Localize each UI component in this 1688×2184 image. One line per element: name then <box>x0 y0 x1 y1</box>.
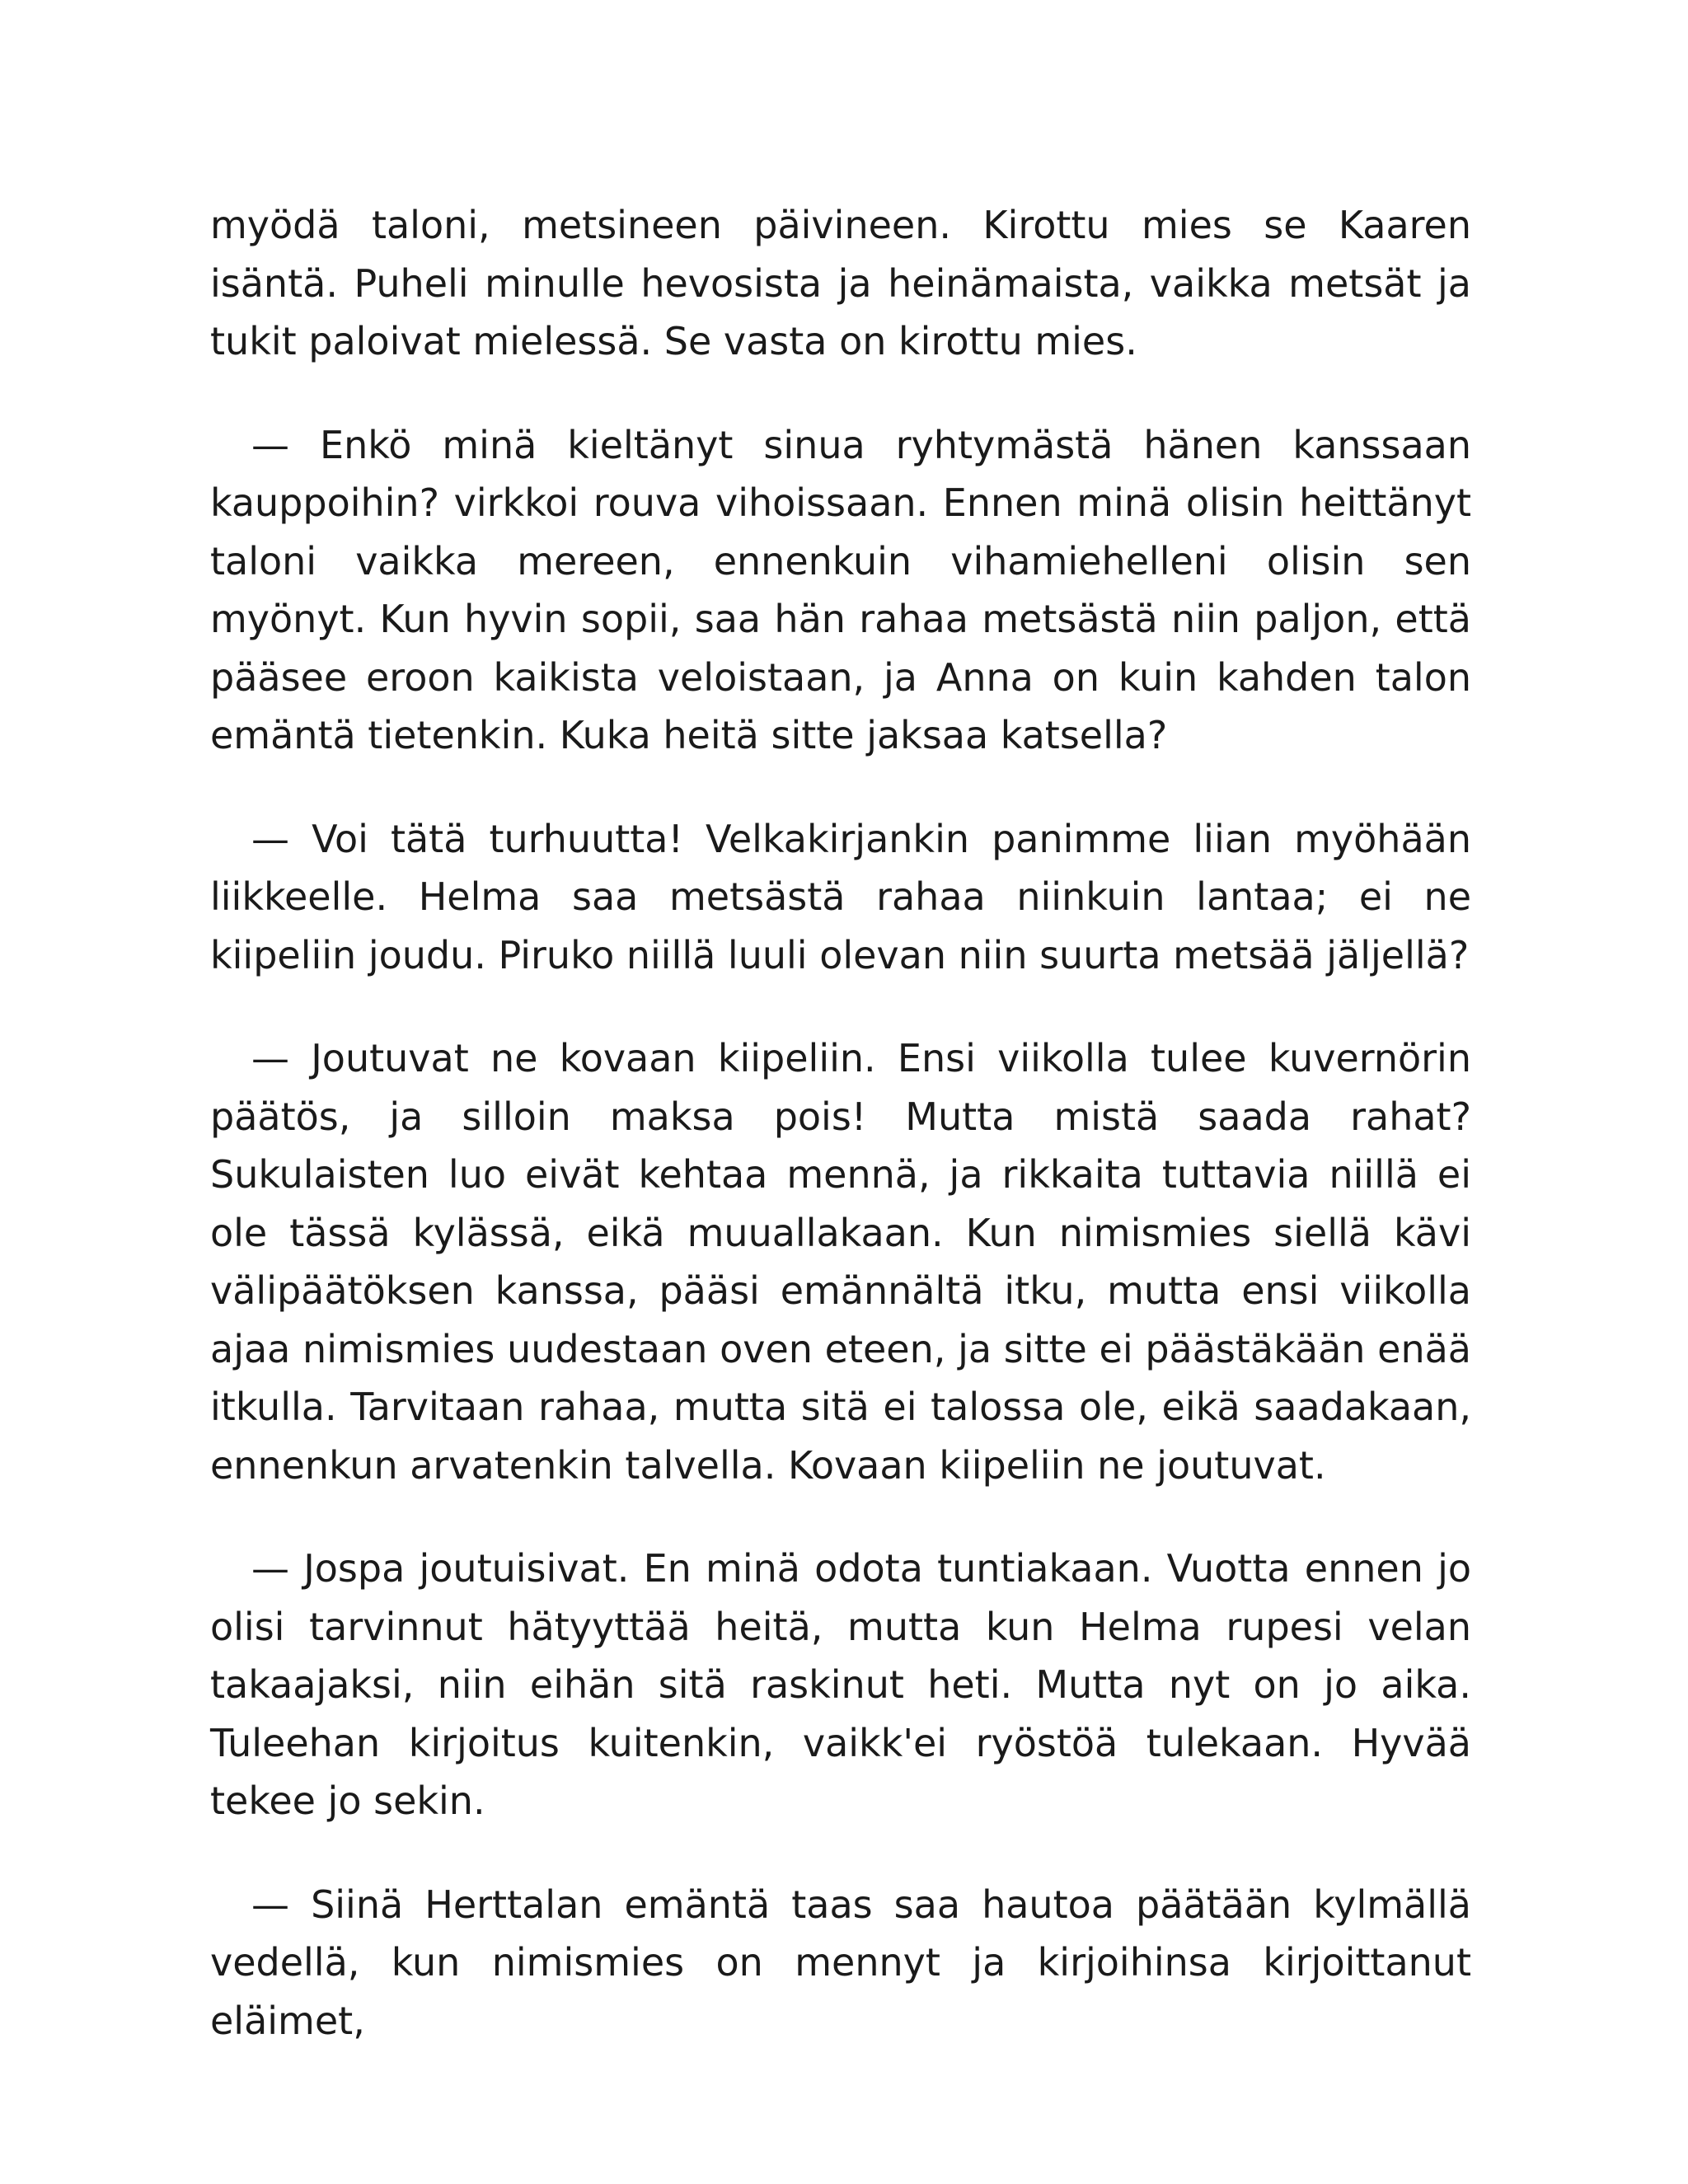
paragraph: — Siinä Herttalan emäntä taas saa hautoa päätään kylmällä vedellä, kun nimismies on mennyt ja kirjoihinsa kirjoittanut eläimet, <box>210 1882 1471 2043</box>
paragraph: — Voi tätä turhuutta! Velkakirjankin panimme liian myöhään liikkeelle. Helma saa metsästä rahaa niinkuin lantaa; ei ne kiipeliin joudu. Piruko niillä luuli olevan niin suurta metsää jäljellä? <box>210 816 1471 977</box>
paragraph: — Enkö minä kieltänyt sinua ryhtymästä hänen kanssaan kauppoihin? virkkoi rouva vihoissaan. Ennen minä olisin heittänyt taloni vaikka mereen, ennenkuin vihamiehelleni olisin sen myönyt. Kun hyvin sopii, saa hän rahaa metsästä niin paljon, että pääsee eroon kaikista veloistaan, ja Anna on kuin kahden talon emäntä tietenkin. Kuka heitä sitte jaksaa katsella? <box>210 422 1471 757</box>
paragraph: — Jospa joutuisivat. En minä odota tuntiakaan. Vuotta ennen jo olisi tarvinnut hätyyttää heitä, mutta kun Helma rupesi velan takaajaksi, niin eihän sitä raskinut heti. Mutta nyt on jo aika. Tuleehan kirjoitus kuitenkin, vaikk'ei ryöstöä tulekaan. Hyvää tekee jo sekin. <box>210 1546 1471 1823</box>
paragraph: — Joutuvat ne kovaan kiipeliin. Ensi viikolla tulee kuvernörin päätös, ja silloin maksa pois! Mutta mistä saada rahat? Sukulaisten luo eivät kehtaa mennä, ja rikkaita tuttavia niillä ei ole tässä kylässä, eikä muuallakaan. Kun nimismies siellä kävi välipäätöksen kanssa, pääsi emännältä itku, mutta ensi viikolla ajaa nimismies uudestaan oven eteen, ja sitte ei päästäkään enää itkulla. Tarvitaan rahaa, mutta sitä ei talossa ole, eikä saadakaan, ennenkun arvatenkin talvella. Kovaan kiipeliin ne joutuvat. <box>210 1036 1471 1488</box>
page-text <box>210 196 1471 2095</box>
paragraph: myödä taloni, metsineen päivineen. Kirottu mies se Kaaren isäntä. Puheli minulle hevosista ja heinämaista, vaikka metsät ja tukit paloivat mielessä. Se vasta on kirottu mies. <box>210 203 1471 363</box>
